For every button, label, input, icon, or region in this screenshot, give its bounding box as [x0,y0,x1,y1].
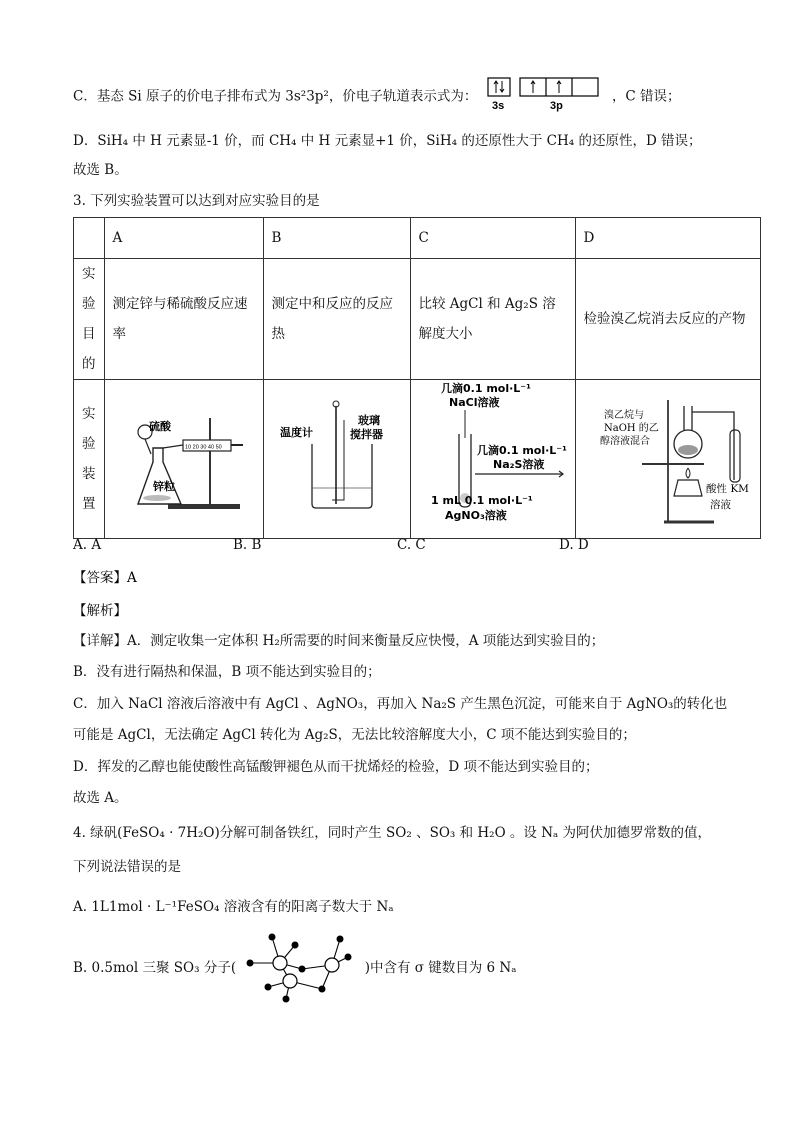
purpose-cell-c: 比较 AgCl 和 Ag₂S 溶解度大小 [410,259,575,380]
label-glass: 玻璃 [357,414,380,427]
label-zinc: 锌粒 [152,480,175,493]
analysis-title: 【解析】 [73,603,127,619]
q3-options [73,537,673,557]
apparatus-a-image [113,380,255,534]
answer-line: 【答案】A [73,570,137,586]
question-3-title: 3. 下列实验装置可以达到对应实验目的是 [73,193,320,209]
analysis-line: 故选 A。 [73,790,128,806]
table-row-device [74,380,761,539]
label-acid: 硫酸 [148,420,171,433]
orbital-3p-label: 3p [549,100,563,112]
option-d-line: D．SiH₄ 中 H 元素显-1 价，而 CH₄ 中 H 元素显+1 价，SiH₄ 的还原性大于 CH₄ 的还原性，D 错误； [73,133,702,149]
device-cell-a [104,380,263,539]
purpose-cell-d: 检验溴乙烷消去反应的产物 [575,259,760,380]
option-c: C. C [397,537,426,553]
question-4-option-b [73,958,516,979]
option-c-line [73,82,681,112]
label-c-top1: 几滴0.1 mol·L⁻¹ [440,382,531,395]
purpose-cell-a: 测定锌与稀硫酸反应速率 [104,259,263,380]
table-header-cell: B [263,218,410,259]
trimer-molecule-icon [240,925,360,1005]
device-cell-c [410,380,575,539]
choose-b-line: 故选 B。 [73,162,128,178]
device-cell-d [575,380,760,539]
label-d-r2: 溶液 [709,499,731,511]
label-stirrer: 搅拌器 [349,428,383,441]
device-label: 实验装置 [74,380,105,539]
question-4-line1: 4. 绿矾(FeSO₄ · 7H₂O)分解可制备铁红，同时产生 SO₂ 、SO₃ 和 H₂O 。设 Nₐ 为阿伏加德罗常数的值， [73,825,712,841]
device-cell-b [263,380,410,539]
table-header-cell: C [410,218,575,259]
label-c-bot2: AgNO₃溶液 [444,509,507,522]
label-d-3: 醇溶液混合 [599,436,650,447]
analysis-line: D．挥发的乙醇也能使酸性高锰酸钾褪色从而干扰烯烃的检验，D 项不能达到实验目的； [73,759,599,775]
orbital-3s-label: 3s [491,100,504,112]
option-c-text: C．基态 Si 原子的价电子排布式为 3s²3p²，价电子轨道表示式为： [73,88,478,105]
question-4-option-a: A. 1L1mol · L⁻¹FeSO₄ 溶液含有的阳离子数大于 Nₐ [73,899,394,915]
analysis-line: B．没有进行隔热和保温，B 项不能达到实验目的； [73,664,381,680]
option-b-prefix: B. 0.5mol 三聚 SO₃ 分子( [73,960,237,976]
apparatus-c-image [419,380,567,534]
label-d-1: 溴乙烷与 [603,410,644,421]
option-b-suffix: )中含有 σ 键数目为 6 Nₐ [364,960,517,976]
table-header-row [74,218,761,259]
table-header-cell [74,218,105,259]
option-a: A. A [73,537,102,553]
label-c-bot1: 1 mL 0.1 mol·L⁻¹ [430,494,533,507]
orbital-diagram [482,76,608,112]
label-d-r1: 酸性 KM [705,483,749,495]
label-thermometer: 温度计 [279,426,313,439]
label-c-mid2: Na₂S溶液 [492,458,544,471]
question-4-line2: 下列说法错误的是 [73,859,181,875]
apparatus-d-image [584,380,752,534]
table-header-cell: A [104,218,263,259]
option-b: B. B [233,537,262,553]
label-c-mid1: 几滴0.1 mol·L⁻¹ [476,444,567,457]
purpose-cell-b: 测定中和反应的反应热 [263,259,410,380]
table-header-cell: D [575,218,760,259]
label-d-2: NaOH 的乙 [603,423,659,434]
label-c-top2: NaCl溶液 [448,396,499,409]
analysis-line: 【详解】A．测定收集一定体积 H₂所需要的时间来衡量反应快慢，A 项能达到实验目的； [73,633,605,649]
apparatus-b-image [272,380,402,534]
purpose-label: 实验目的 [74,259,105,380]
analysis-line: C．加入 NaCl 溶液后溶液中有 AgCl 、AgNO₃，再加入 Na₂S 产生黑色沉淀，可能来自于 AgNO₃的转化也 [73,696,728,712]
option-c-suffix: ，C 错误； [611,88,681,105]
experiment-table [73,217,761,539]
table-row-purpose [74,259,761,380]
syringe-scale: 10 20 30 40 50 [184,444,222,451]
option-d: D. D [559,537,589,553]
analysis-line: 可能是 AgCl，无法确定 AgCl 转化为 Ag₂S，无法比较溶解度大小，C 项不能达到实验目的； [73,727,636,743]
